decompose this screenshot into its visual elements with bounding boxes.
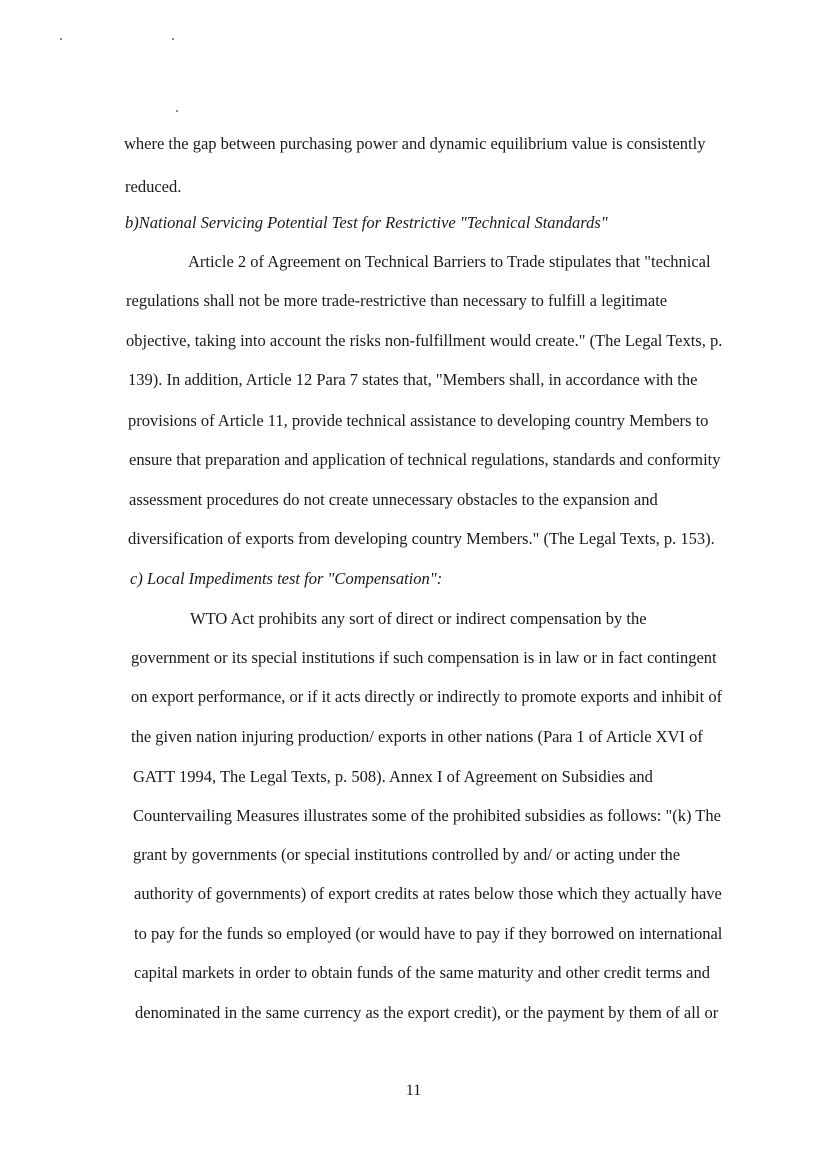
body-line: 139). In addition, Article 12 Para 7 states that, "Members shall, in accordance with the: [128, 370, 698, 389]
body-line: where the gap between purchasing power and dynamic equilibrium value is consistently: [124, 134, 706, 153]
body-line: reduced.: [125, 177, 182, 196]
body-line: regulations shall not be more trade-restrictive than necessary to fulfill a legitimate: [126, 291, 668, 310]
body-line: ensure that preparation and application of technical regulations, standards and conformity: [129, 450, 721, 469]
body-line: WTO Act prohibits any sort of direct or indirect compensation by the: [190, 609, 647, 628]
body-line: objective, taking into account the risks non-fulfillment would create." (The Legal Texts, p.: [126, 331, 723, 350]
body-line: government or its special institutions if such compensation is in law or in fact contingent: [131, 648, 717, 667]
body-line: diversification of exports from developing country Members." (The Legal Texts, p. 153).: [128, 529, 715, 548]
page-number: 11: [405, 1082, 422, 1099]
body-line: Countervailing Measures illustrates some of the prohibited subsidies as follows: "(k) The: [133, 806, 721, 825]
body-line: provisions of Article 11, provide technical assistance to developing country Members to: [128, 411, 709, 430]
scan-speck: [60, 38, 62, 40]
scan-speck: [176, 110, 178, 112]
body-line: denominated in the same currency as the export credit), or the payment by them of all or: [135, 1003, 719, 1022]
section-heading-c: c) Local Impediments test for "Compensation":: [130, 569, 443, 588]
body-line: to pay for the funds so employed (or would have to pay if they borrowed on international: [134, 924, 723, 943]
body-line: Article 2 of Agreement on Technical Barriers to Trade stipulates that "technical: [188, 252, 711, 271]
scan-speck: [172, 38, 174, 40]
body-line: grant by governments (or special institutions controlled by and/ or acting under the: [133, 845, 681, 864]
section-heading-b: b)National Servicing Potential Test for Restrictive "Technical Standards": [125, 213, 608, 232]
body-line: capital markets in order to obtain funds of the same maturity and other credit terms and: [134, 963, 710, 982]
body-line: assessment procedures do not create unnecessary obstacles to the expansion and: [129, 490, 658, 509]
body-line: on export performance, or if it acts directly or indirectly to promote exports and inhibit of: [131, 687, 723, 706]
body-line: the given nation injuring production/ exports in other nations (Para 1 of Article XVI of: [131, 727, 703, 746]
body-line: GATT 1994, The Legal Texts, p. 508). Annex I of Agreement on Subsidies and: [133, 767, 653, 786]
body-line: authority of governments) of export credits at rates below those which they actually have: [134, 884, 722, 903]
